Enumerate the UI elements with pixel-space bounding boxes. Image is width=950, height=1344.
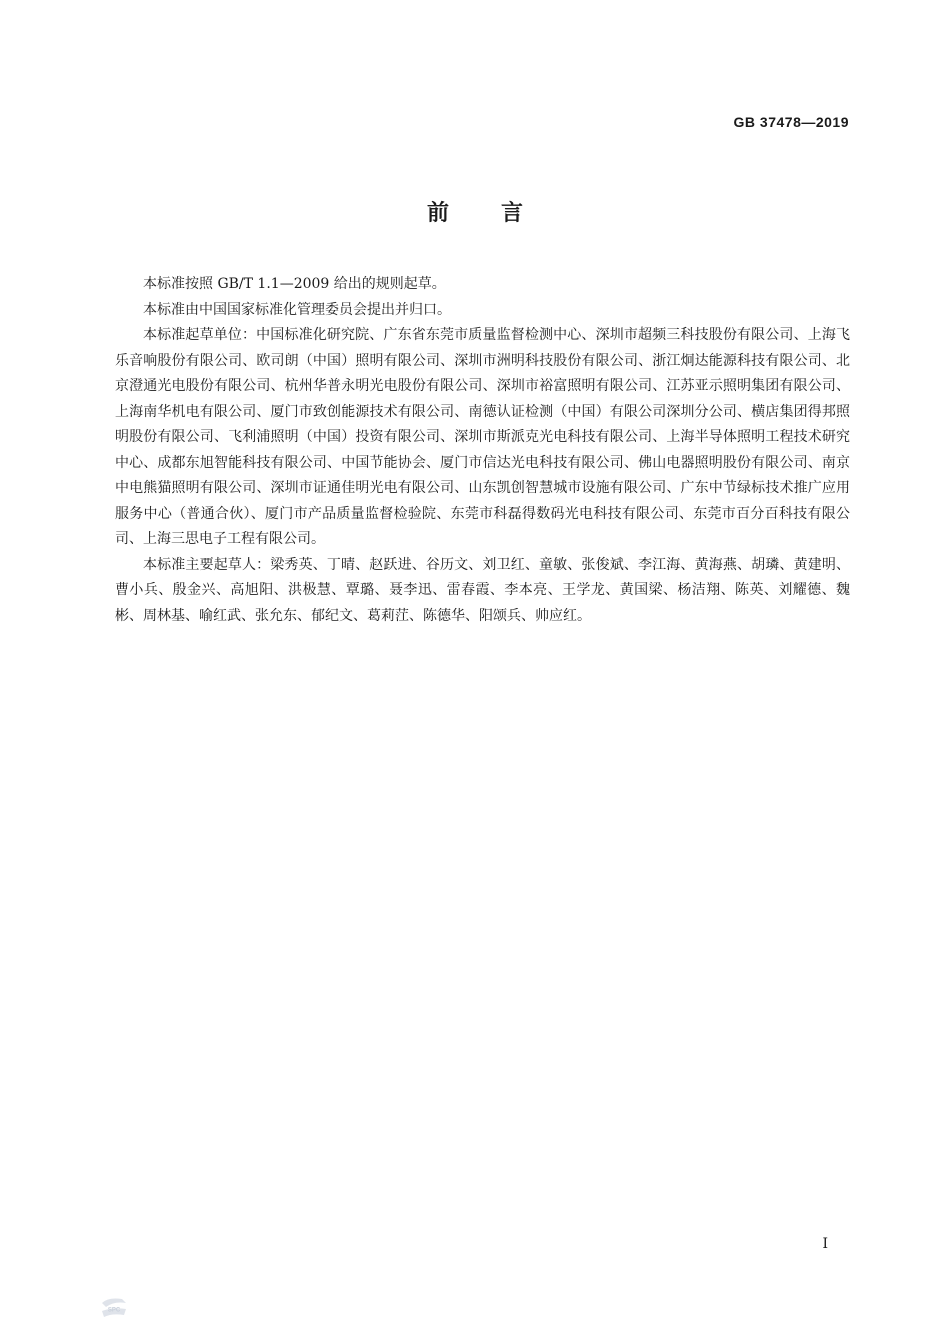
page-number: I (822, 1236, 828, 1252)
paragraph-drafting-organizations: 本标准起草单位：中国标准化研究院、广东省东莞市质量监督检测中心、深圳市超频三科技股份有限公司、上海飞乐音响股份有限公司、欧司朗（中国）照明有限公司、深圳市洲明科技股份有限公司、浙江炯达能源科技有限公司、北京澄通光电股份有限公司、杭州华普永明光电股份有限公司、深圳市裕富照明有限公司、江苏亚示照明集团有限公司、上海南华机电有限公司、厦门市致创能源技术有限公司、南德认证检测（中国）有限公司深圳分公司、横店集团得邦照明股份有限公司、飞利浦照明（中国）投资有限公司、深圳市斯派克光电科技有限公司、上海半导体照明工程技术研究中心、成都东旭智能科技有限公司、中国节能协会、厦门市信达光电科技有限公司、佛山电器照明股份有限公司、南京中电熊猫照明有限公司、深圳市证通佳明光电有限公司、山东凯创智慧城市设施有限公司、广东中节绿标技术推广应用服务中心（普通合伙）、厦门市产品质量监督检验院、东莞市科磊得数码光电科技有限公司、东莞市百分百科技有限公司、上海三思电子工程有限公司。 (115, 327, 850, 547)
standard-number: GB 37478—2019 (733, 114, 849, 130)
foreword-body (115, 272, 850, 629)
paragraph-drafters: 本标准主要起草人：梁秀英、丁晴、赵跃进、谷历文、刘卫红、童敏、张俊斌、李江海、黄海燕、胡璘、黄建明、曹小兵、殷金兴、高旭阳、洪极慧、覃璐、聂李迅、雷春霞、李本亮、王学龙、黄国梁、杨洁翔、陈英、刘耀德、魏彬、周林基、喻红武、张允东、郁纪文、葛莉茳、陈德华、阳颂兵、帅应红。 (115, 556, 850, 624)
watermark-logo (100, 1297, 128, 1319)
watermark-text: SPC (107, 1307, 121, 1314)
page-title: 前言 (426, 201, 575, 226)
paragraph-drafting-rules: 本标准按照 GB/T 1.1—2009 给出的规则起草。 (143, 276, 446, 292)
paragraph-proposed-by: 本标准由中国国家标准化管理委员会提出并归口。 (143, 301, 451, 318)
